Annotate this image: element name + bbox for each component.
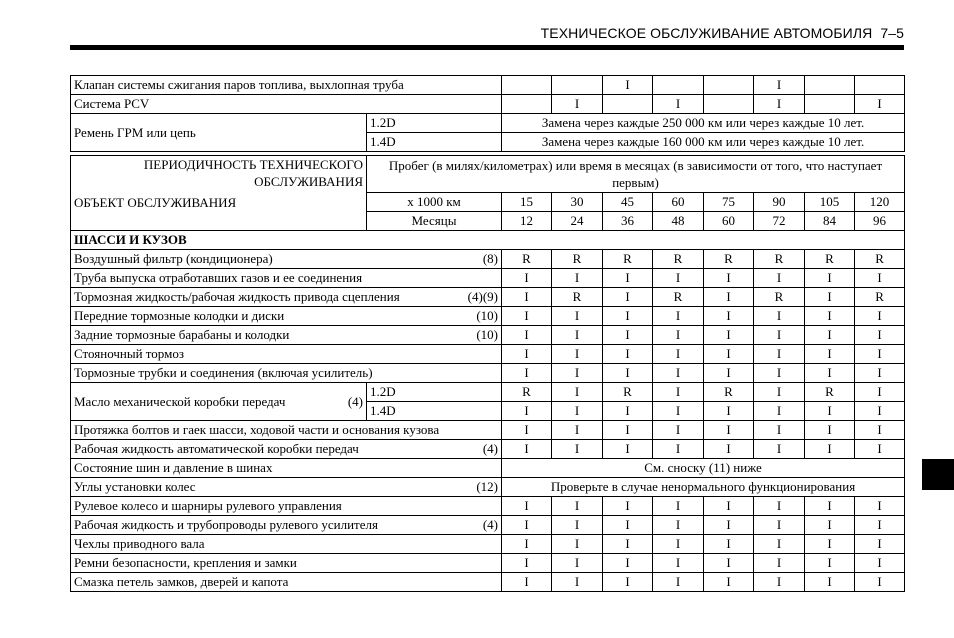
interval-cell: I (855, 497, 905, 516)
interval-cell: R (502, 250, 552, 269)
item-label-wrap (74, 307, 498, 325)
interval-cell: I (653, 269, 704, 288)
interval-cell (855, 76, 905, 95)
interval-cell: I (502, 269, 552, 288)
item-label-wrap (74, 497, 498, 515)
interval-cell: I (603, 76, 653, 95)
item-label: Задние тормозные барабаны и колодки (74, 327, 290, 342)
item-label-cell (71, 516, 502, 535)
interval-cell: I (805, 269, 855, 288)
interval-cell: I (653, 573, 704, 592)
interval-cell: I (653, 364, 704, 383)
interval-cell: I (805, 288, 855, 307)
interval-cell: I (855, 535, 905, 554)
km-value: 45 (603, 193, 653, 212)
month-value: 84 (805, 212, 855, 231)
interval-cell: I (855, 307, 905, 326)
item-label-wrap (74, 516, 498, 534)
engine-variant: 1.2D (367, 114, 502, 133)
interval-cell (653, 76, 704, 95)
item-label-cell (71, 250, 502, 269)
item-label: Тормозные трубки и соединения (включая усилитель) (74, 365, 373, 380)
interval-cell: I (754, 364, 805, 383)
item-label-cell (71, 573, 502, 592)
interval-cell: I (653, 345, 704, 364)
interval-cell: I (805, 364, 855, 383)
span-note: Проверьте в случае ненормального функционирования (502, 478, 905, 497)
header-rule (70, 45, 904, 50)
interval-cell: I (603, 345, 653, 364)
interval-cell: I (704, 497, 754, 516)
interval-cell: I (704, 573, 754, 592)
item-label: Углы установки колес (74, 479, 196, 494)
interval-cell: I (552, 535, 603, 554)
interval-cell: R (502, 383, 552, 402)
item-label-cell (71, 326, 502, 345)
item-label: Рабочая жидкость автоматической коробки передач (74, 441, 359, 456)
table-row (71, 383, 905, 402)
month-value: 60 (704, 212, 754, 231)
item-label-cell (71, 554, 502, 573)
interval-cell (704, 76, 754, 95)
replacement-note: Замена через каждые 160 000 км или через каждые 10 лет. (502, 133, 905, 152)
interval-cell: I (704, 326, 754, 345)
interval-cell: I (653, 554, 704, 573)
interval-cell: I (552, 516, 603, 535)
table-row (71, 421, 905, 440)
item-label: Смазка петель замков, дверей и капота (74, 574, 289, 589)
interval-cell: I (552, 421, 603, 440)
continuation-table (70, 75, 905, 152)
interval-cell (603, 95, 653, 114)
interval-cell: I (552, 307, 603, 326)
interval-cell: R (704, 383, 754, 402)
interval-cell (502, 95, 552, 114)
item-label: Тормозная жидкость/рабочая жидкость привода сцепления (74, 289, 400, 304)
item-note: (8) (482, 251, 498, 266)
item-label: Рулевое колесо и шарниры рулевого управления (74, 498, 342, 513)
item-label: Система PCV (74, 96, 150, 111)
interval-cell: I (653, 535, 704, 554)
interval-cell: R (855, 250, 905, 269)
interval-cell: R (754, 288, 805, 307)
item-note: (4)(9) (467, 289, 498, 304)
interval-cell: I (603, 535, 653, 554)
interval-cell: I (855, 402, 905, 421)
table-row (71, 76, 905, 95)
interval-cell: I (805, 326, 855, 345)
item-label-cell (71, 307, 502, 326)
interval-cell: I (704, 554, 754, 573)
interval-cell: I (603, 573, 653, 592)
item-label-wrap (74, 478, 498, 496)
interval-cell: I (502, 554, 552, 573)
interval-cell: R (855, 288, 905, 307)
interval-cell: I (805, 421, 855, 440)
interval-cell: I (855, 573, 905, 592)
interval-cell: I (552, 345, 603, 364)
interval-cell: I (855, 345, 905, 364)
interval-cell: I (502, 516, 552, 535)
interval-cell (704, 95, 754, 114)
interval-cell: I (653, 383, 704, 402)
table-row (71, 535, 905, 554)
interval-cell: I (502, 364, 552, 383)
table-row (71, 497, 905, 516)
interval-cell: I (754, 402, 805, 421)
interval-cell: I (754, 440, 805, 459)
interval-cell: I (805, 535, 855, 554)
table-row (71, 288, 905, 307)
table-row (71, 459, 905, 478)
interval-cell: I (754, 421, 805, 440)
page-header (541, 25, 904, 41)
interval-cell: R (552, 288, 603, 307)
interval-cell: I (552, 95, 603, 114)
item-label-wrap (74, 573, 498, 591)
item-label-wrap (74, 95, 498, 113)
item-label: Чехлы приводного вала (74, 536, 205, 551)
interval-cell: I (805, 345, 855, 364)
month-value: 48 (653, 212, 704, 231)
item-label: Стояночный тормоз (74, 346, 184, 361)
interval-cell: I (653, 497, 704, 516)
section-row (71, 231, 905, 250)
interval-cell: I (704, 269, 754, 288)
km-label: x 1000 км (367, 193, 502, 212)
interval-cell: I (855, 364, 905, 383)
maintenance-table (70, 155, 905, 592)
interval-cell: R (552, 250, 603, 269)
item-label-cell (71, 383, 367, 421)
item-label-cell (71, 421, 502, 440)
item-label: Передние тормозные колодки и диски (74, 308, 285, 323)
km-value: 75 (704, 193, 754, 212)
interval-cell: I (502, 440, 552, 459)
interval-cell: I (653, 421, 704, 440)
interval-cell: I (653, 307, 704, 326)
months-label: Месяцы (367, 212, 502, 231)
interval-cell: I (704, 345, 754, 364)
interval-cell: I (552, 440, 603, 459)
km-value: 120 (855, 193, 905, 212)
interval-cell: I (603, 288, 653, 307)
item-label-cell (71, 269, 502, 288)
engine-variant: 1.2D (367, 383, 502, 402)
item-label-wrap (74, 364, 498, 382)
interval-cell: R (603, 383, 653, 402)
table-row (71, 95, 905, 114)
interval-cell: I (502, 402, 552, 421)
interval-cell: I (754, 497, 805, 516)
interval-cell: I (754, 573, 805, 592)
item-label-wrap (74, 421, 498, 439)
interval-cell: I (754, 95, 805, 114)
interval-cell: I (754, 516, 805, 535)
interval-cell: I (603, 402, 653, 421)
page-number: 7–5 (880, 25, 904, 41)
item-label-wrap (74, 326, 498, 344)
item-label-wrap (74, 288, 498, 306)
interval-cell: I (603, 421, 653, 440)
item-note: (10) (476, 327, 498, 342)
interval-cell: R (805, 250, 855, 269)
km-value: 90 (754, 193, 805, 212)
interval-cell: I (552, 497, 603, 516)
item-note: (10) (476, 308, 498, 323)
interval-cell (805, 95, 855, 114)
item-label: Труба выпуска отработавших газов и ее соединения (74, 270, 363, 285)
interval-cell: I (704, 364, 754, 383)
interval-cell: I (603, 269, 653, 288)
interval-cell: I (704, 421, 754, 440)
interval-cell: I (704, 440, 754, 459)
item-label-cell (71, 76, 502, 95)
interval-cell (502, 76, 552, 95)
table-row (71, 114, 905, 133)
interval-cell: I (603, 440, 653, 459)
interval-cell: I (502, 573, 552, 592)
month-value: 72 (754, 212, 805, 231)
table-row (71, 573, 905, 592)
interval-cell: I (653, 440, 704, 459)
interval-cell: I (502, 345, 552, 364)
interval-cell: I (502, 307, 552, 326)
item-label: Масло механической коробки передач (74, 393, 286, 409)
item-label: Состояние шин и давление в шинах (74, 460, 273, 475)
interval-cell: I (704, 307, 754, 326)
interval-cell: I (552, 573, 603, 592)
interval-cell (805, 76, 855, 95)
interval-cell: I (855, 516, 905, 535)
interval-cell: R (653, 288, 704, 307)
section-title: ШАССИ И КУЗОВ (71, 231, 905, 250)
table-row (71, 269, 905, 288)
item-label-wrap (74, 393, 363, 411)
item-label-wrap (74, 440, 498, 458)
interval-cell: I (603, 326, 653, 345)
periodicity-label: ПЕРИОДИЧНОСТЬ ТЕХНИЧЕСКОГО ОБСЛУЖИВАНИЯ (143, 157, 363, 189)
interval-cell: I (603, 497, 653, 516)
interval-cell: I (653, 95, 704, 114)
interval-cell: R (603, 250, 653, 269)
item-label: Ремни безопасности, крепления и замки (74, 555, 297, 570)
item-label-wrap (74, 345, 498, 363)
span-note: См. сноску (11) ниже (502, 459, 905, 478)
interval-cell: R (653, 250, 704, 269)
item-label-wrap (74, 459, 498, 477)
table-row (71, 307, 905, 326)
header-row (71, 156, 905, 193)
item-label-wrap (74, 250, 498, 268)
interval-cell: I (754, 307, 805, 326)
month-value: 36 (603, 212, 653, 231)
interval-cell: I (805, 440, 855, 459)
item-note: (4) (482, 441, 498, 456)
interval-cell: I (502, 288, 552, 307)
replacement-note: Замена через каждые 250 000 км или через каждые 10 лет. (502, 114, 905, 133)
engine-variant: 1.4D (367, 402, 502, 421)
interval-cell: I (704, 402, 754, 421)
table-row (71, 250, 905, 269)
mileage-header: Пробег (в милях/километрах) или время в месяцах (в зависимости от того, что наступает первым) (367, 156, 905, 193)
item-label-cell (71, 535, 502, 554)
table-row (71, 554, 905, 573)
header-label-cell (71, 156, 367, 231)
interval-cell: I (754, 269, 805, 288)
km-value: 105 (805, 193, 855, 212)
interval-cell: I (805, 402, 855, 421)
month-value: 24 (552, 212, 603, 231)
interval-cell: I (855, 269, 905, 288)
interval-cell: I (603, 364, 653, 383)
object-label: ОБЪЕКТ ОБСЛУЖИВАНИЯ (74, 195, 237, 210)
interval-cell: I (704, 516, 754, 535)
interval-cell: I (502, 326, 552, 345)
table-row (71, 364, 905, 383)
interval-cell: I (754, 554, 805, 573)
interval-cell: I (502, 421, 552, 440)
engine-variant: 1.4D (367, 133, 502, 152)
interval-cell: I (603, 554, 653, 573)
item-label-cell (71, 478, 502, 497)
km-value: 60 (653, 193, 704, 212)
km-value: 30 (552, 193, 603, 212)
interval-cell: I (552, 383, 603, 402)
interval-cell: I (805, 516, 855, 535)
item-label-cell (71, 440, 502, 459)
item-label-wrap (74, 554, 498, 572)
interval-cell: I (754, 535, 805, 554)
interval-cell: I (552, 364, 603, 383)
item-label-wrap (74, 76, 498, 94)
interval-cell: I (855, 326, 905, 345)
interval-cell: I (653, 516, 704, 535)
month-value: 12 (502, 212, 552, 231)
item-label: Воздушный фильтр (кондиционера) (74, 251, 273, 266)
interval-cell (552, 76, 603, 95)
interval-cell: I (552, 326, 603, 345)
interval-cell: I (754, 76, 805, 95)
item-label-wrap (74, 269, 498, 287)
table-row (71, 326, 905, 345)
interval-cell: I (502, 497, 552, 516)
interval-cell: I (754, 345, 805, 364)
item-label-cell (71, 459, 502, 478)
interval-cell: R (754, 250, 805, 269)
item-label-cell (71, 364, 502, 383)
interval-cell: I (603, 516, 653, 535)
interval-cell: I (805, 497, 855, 516)
item-label: Ремень ГРМ или цепь (71, 114, 367, 152)
item-label: Протяжка болтов и гаек шасси, ходовой части и основания кузова (74, 422, 440, 437)
item-label-cell (71, 345, 502, 364)
month-value: 96 (855, 212, 905, 231)
table-row (71, 478, 905, 497)
interval-cell: I (704, 535, 754, 554)
table-row (71, 345, 905, 364)
item-note: (4) (347, 393, 363, 409)
interval-cell: I (653, 326, 704, 345)
item-label-cell (71, 288, 502, 307)
interval-cell: I (805, 554, 855, 573)
interval-cell: I (502, 535, 552, 554)
header-title: ТЕХНИЧЕСКОЕ ОБСЛУЖИВАНИЕ АВТОМОБИЛЯ (540, 25, 873, 41)
interval-cell: I (855, 95, 905, 114)
item-note: (4) (482, 517, 498, 532)
item-label-cell (71, 497, 502, 516)
item-label: Рабочая жидкость и трубопроводы рулевого усилителя (74, 517, 378, 532)
interval-cell: R (805, 383, 855, 402)
table-row (71, 440, 905, 459)
item-note: (12) (476, 479, 498, 494)
interval-cell: I (653, 402, 704, 421)
interval-cell: I (552, 554, 603, 573)
interval-cell: R (704, 250, 754, 269)
section-tab-marker (922, 459, 954, 490)
item-label-cell (71, 95, 502, 114)
interval-cell: I (603, 307, 653, 326)
interval-cell: I (855, 554, 905, 573)
interval-cell: I (855, 421, 905, 440)
interval-cell: I (552, 402, 603, 421)
interval-cell: I (805, 573, 855, 592)
item-label-wrap (74, 535, 498, 553)
interval-cell: I (704, 288, 754, 307)
table-row (71, 516, 905, 535)
interval-cell: I (754, 326, 805, 345)
interval-cell: I (805, 307, 855, 326)
interval-cell: I (855, 383, 905, 402)
interval-cell: I (754, 383, 805, 402)
item-label: Клапан системы сжигания паров топлива, выхлопная труба (74, 77, 404, 92)
interval-cell: I (552, 269, 603, 288)
km-value: 15 (502, 193, 552, 212)
interval-cell: I (855, 440, 905, 459)
